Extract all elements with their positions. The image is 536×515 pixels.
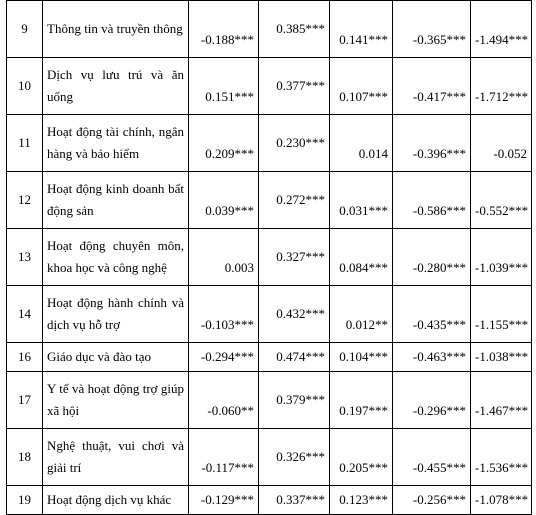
row-number: 19: [7, 486, 43, 515]
coefficient-cell: 0.432***: [259, 286, 330, 343]
coefficient-cell: -0.052: [471, 115, 532, 172]
coefficient-cell: 0.141***: [330, 1, 393, 58]
coefficient-cell: -0.256***: [393, 486, 471, 515]
table-row: [7, 372, 532, 429]
coefficient-cell: -1.712***: [471, 58, 532, 115]
table-row: [7, 229, 532, 286]
row-number: 11: [7, 115, 43, 172]
coefficient-cell: 0.379***: [259, 372, 330, 429]
coefficient-cell: 0.209***: [189, 115, 259, 172]
coefficient-cell: 0.012**: [330, 286, 393, 343]
coefficient-cell: -0.296***: [393, 372, 471, 429]
coefficient-cell: -0.103***: [189, 286, 259, 343]
coefficient-cell: 0.474***: [259, 343, 330, 372]
table-row: [7, 58, 532, 115]
coefficient-cell: -0.455***: [393, 429, 471, 486]
coefficient-cell: 0.123***: [330, 486, 393, 515]
table-row: [7, 115, 532, 172]
coefficient-cell: 0.151***: [189, 58, 259, 115]
coefficient-cell: -0.435***: [393, 286, 471, 343]
row-number: 14: [7, 286, 43, 343]
coefficient-cell: -1.536***: [471, 429, 532, 486]
coefficient-cell: -0.396***: [393, 115, 471, 172]
coefficient-cell: 0.107***: [330, 58, 393, 115]
industry-label: Hoạt động chuyên môn, khoa học và công nghệ: [43, 229, 189, 286]
industry-label: Thông tin và truyền thông: [43, 1, 189, 58]
table-row: [7, 286, 532, 343]
coefficient-cell: -1.494***: [471, 1, 532, 58]
industry-label: Hoạt động dịch vụ khác: [43, 486, 189, 515]
table-row: [7, 1, 532, 58]
row-number: 12: [7, 172, 43, 229]
table-row: [7, 486, 532, 515]
industry-label: Nghệ thuật, vui chơi và giải trí: [43, 429, 189, 486]
coefficient-cell: -0.294***: [189, 343, 259, 372]
coefficient-cell: -0.365***: [393, 1, 471, 58]
coefficient-cell: 0.327***: [259, 229, 330, 286]
industry-label: Hoạt động hành chính và dịch vụ hỗ trợ: [43, 286, 189, 343]
table-row: [7, 343, 532, 372]
row-number: 10: [7, 58, 43, 115]
industry-label: Hoạt động kinh doanh bất động sản: [43, 172, 189, 229]
coefficient-cell: -1.078***: [471, 486, 532, 515]
coefficient-cell: -0.060**: [189, 372, 259, 429]
coefficient-cell: -1.467***: [471, 372, 532, 429]
coefficient-cell: -0.280***: [393, 229, 471, 286]
coefficient-cell: 0.084***: [330, 229, 393, 286]
coefficient-cell: 0.003: [189, 229, 259, 286]
coefficient-cell: 0.326***: [259, 429, 330, 486]
industry-label: Giáo dục và đào tạo: [43, 343, 189, 372]
industry-label: Dịch vụ lưu trú và ăn uống: [43, 58, 189, 115]
coefficient-cell: 0.230***: [259, 115, 330, 172]
row-number: 9: [7, 1, 43, 58]
row-number: 16: [7, 343, 43, 372]
industry-label: Hoạt động tài chính, ngân hàng và bảo hiểm: [43, 115, 189, 172]
coefficient-cell: -0.417***: [393, 58, 471, 115]
table-row: [7, 429, 532, 486]
coefficient-cell: -0.586***: [393, 172, 471, 229]
coefficient-cell: -0.188***: [189, 1, 259, 58]
results-table: [6, 0, 532, 515]
coefficient-cell: -0.463***: [393, 343, 471, 372]
coefficient-cell: 0.337***: [259, 486, 330, 515]
coefficient-cell: 0.197***: [330, 372, 393, 429]
table-row: [7, 172, 532, 229]
industry-label: Y tế và hoạt động trợ giúp xã hội: [43, 372, 189, 429]
coefficient-cell: 0.039***: [189, 172, 259, 229]
coefficient-cell: 0.014: [330, 115, 393, 172]
coefficient-cell: 0.272***: [259, 172, 330, 229]
coefficient-cell: -0.117***: [189, 429, 259, 486]
coefficient-cell: -0.129***: [189, 486, 259, 515]
row-number: 18: [7, 429, 43, 486]
coefficient-cell: 0.104***: [330, 343, 393, 372]
coefficient-cell: 0.031***: [330, 172, 393, 229]
coefficient-cell: -0.552***: [471, 172, 532, 229]
coefficient-cell: 0.377***: [259, 58, 330, 115]
coefficient-cell: -1.155***: [471, 286, 532, 343]
row-number: 13: [7, 229, 43, 286]
coefficient-cell: 0.385***: [259, 1, 330, 58]
table-body: [7, 1, 532, 515]
coefficient-cell: -1.038***: [471, 343, 532, 372]
coefficient-cell: 0.205***: [330, 429, 393, 486]
row-number: 17: [7, 372, 43, 429]
coefficient-cell: -1.039***: [471, 229, 532, 286]
